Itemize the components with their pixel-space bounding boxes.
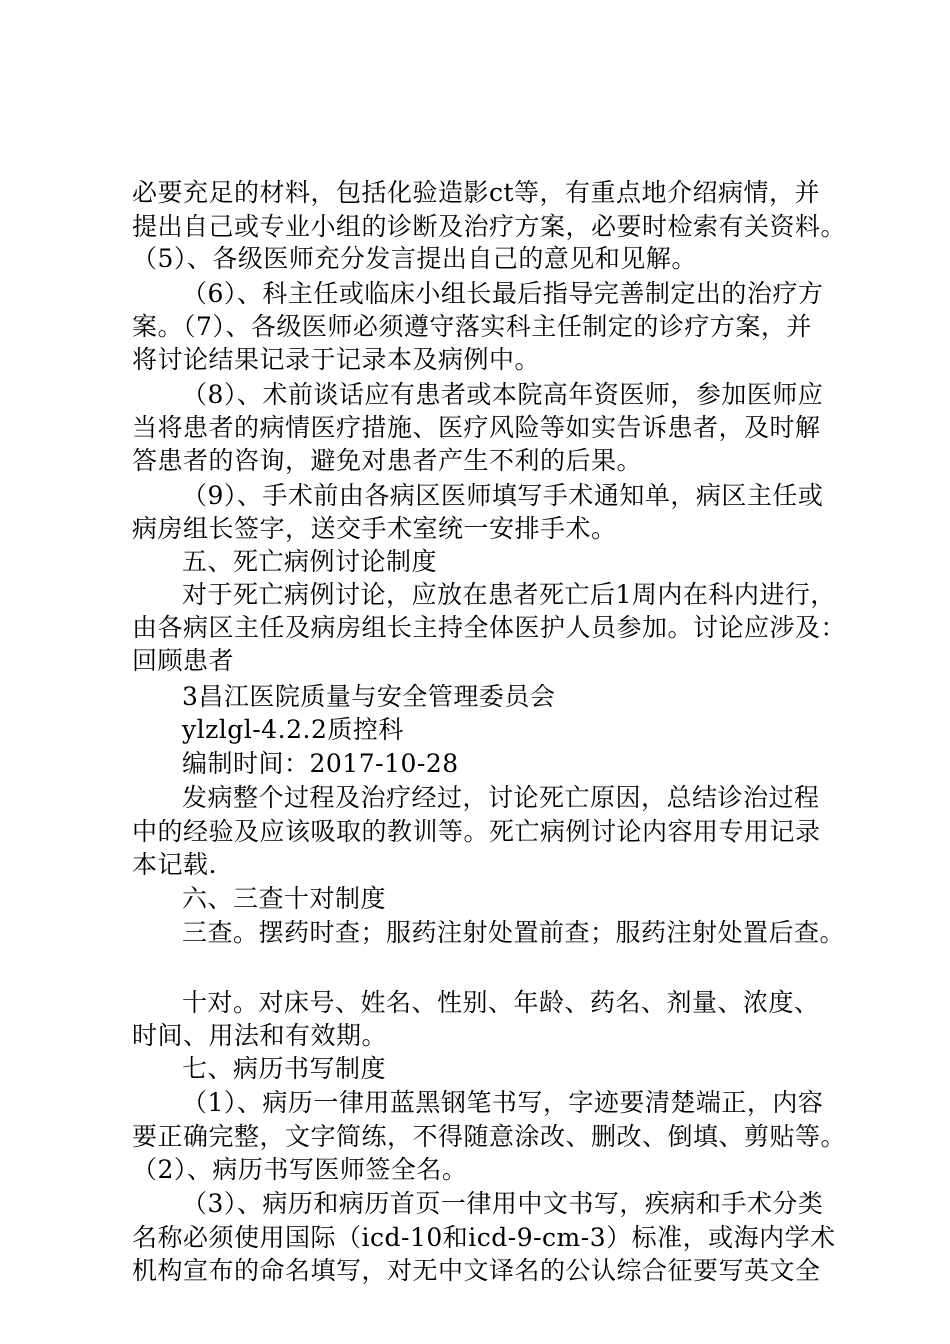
text-line: 病房组长签字，送交手术室统一安排手术。	[132, 514, 617, 543]
text-line: 必要充足的材料，包括化验造影ct等，有重点地介绍病情，并	[132, 178, 821, 207]
text-line: 对于死亡病例讨论，应放在患者死亡后1周内在科内进行，	[182, 580, 836, 609]
text-line: （5）、各级医师充分发言提出自己的意见和见解。	[132, 244, 697, 273]
text-line: 案。（7）、各级医师必须遵守落实科主任制定的诊疗方案，并	[132, 312, 812, 341]
section-heading: 七、病历书写制度	[182, 1054, 387, 1083]
text-line: 要正确完整，文字简练，不得随意涂改、删改、倒填、剪贴等。	[132, 1122, 847, 1151]
text-line: 三查。摆药时查；服药注射处置前查；服药注射处置后查。	[182, 918, 846, 947]
text-line: 当将患者的病情医疗措施、医疗风险等如实告诉患者，及时解	[132, 413, 821, 442]
text-line: 名称必须使用国际（icd-10和icd-9-cm-3）标准，或海内学术	[132, 1223, 836, 1252]
text-line: 机构宣布的命名填写，对无中文译名的公认综合征要写英文全	[132, 1256, 821, 1285]
header-date: 编制时间：2017-10-28	[182, 749, 459, 778]
text-line: 将讨论结果记录于记录本及病例中。	[132, 345, 541, 374]
text-line: 时间、用法和有效期。	[132, 1021, 388, 1050]
text-line: 发病整个过程及治疗经过，讨论死亡原因，总结诊治过程	[182, 783, 820, 812]
section-heading: 五、死亡病例讨论制度	[182, 547, 438, 576]
text-line: （1）、病历一律用蓝黑钢笔书写，字迹要清楚端正，内容	[182, 1088, 824, 1117]
text-line: （2）、病历书写医师签全名。	[132, 1155, 468, 1184]
text-line: （9）、手术前由各病区医师填写手术通知单，病区主任或	[182, 481, 824, 510]
text-line: 中的经验及应该吸取的教训等。死亡病例讨论内容用专用记录	[132, 817, 821, 846]
text-line: 答患者的咨询，避免对患者产生不利的后果。	[132, 446, 643, 475]
header-committee: 3昌江医院质量与安全管理委员会	[182, 682, 556, 711]
text-line: 提出自己或专业小组的诊断及治疗方案，必要时检索有关资料。	[132, 212, 847, 241]
text-line: 十对。对床号、姓名、性别、年龄、药名、剂量、浓度、	[182, 988, 820, 1017]
text-line: 由各病区主任及病房组长主持全体医护人员参加。讨论应涉及：	[132, 613, 847, 642]
text-line: 回顾患者	[132, 646, 235, 675]
text-line: 本记载.	[132, 850, 217, 879]
header-code: ylzlgl-4.2.2质控科	[182, 715, 404, 744]
text-line: （8）、术前谈话应有患者或本院高年资医师，参加医师应	[182, 380, 824, 409]
text-line: （3）、病历和病历首页一律用中文书写，疾病和手术分类	[182, 1189, 824, 1218]
section-heading: 六、三查十对制度	[182, 884, 387, 913]
text-line: （6）、科主任或临床小组长最后指导完善制定出的治疗方	[182, 279, 824, 308]
